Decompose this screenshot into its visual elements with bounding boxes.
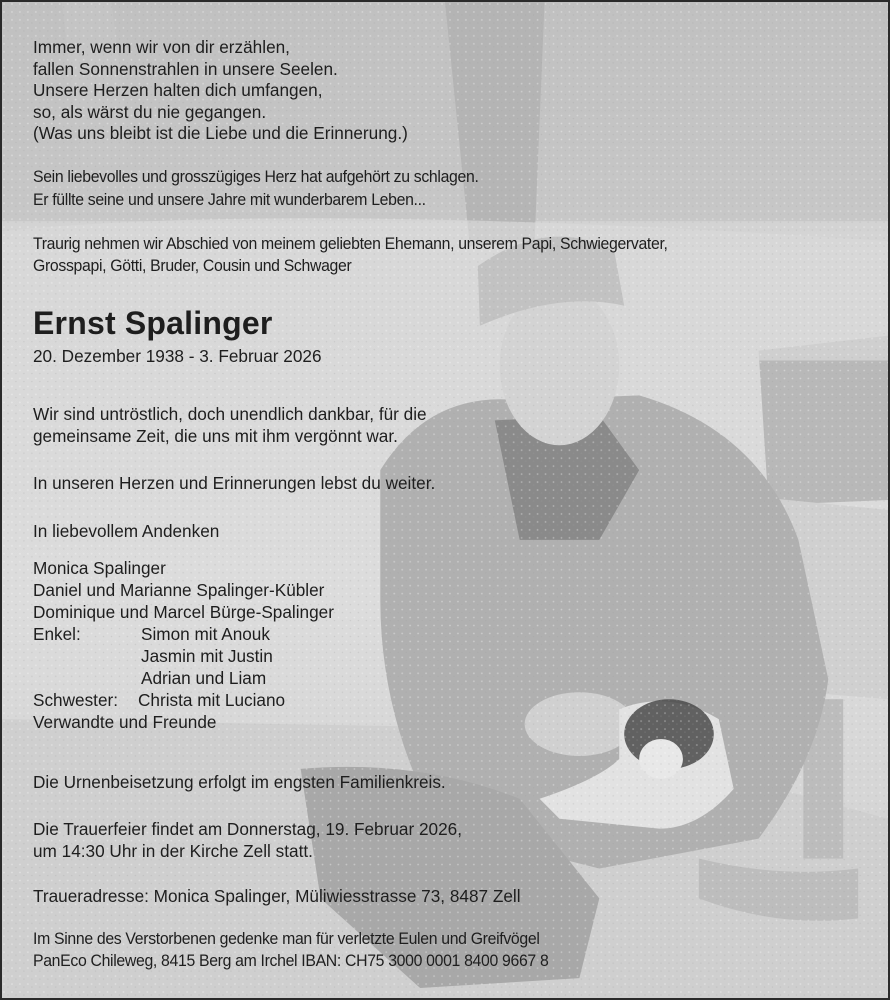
- mourner-family: Daniel und Marianne Spalinger-Kübler: [33, 580, 325, 600]
- sister-label: Schwester:: [33, 690, 119, 710]
- grandchild: Simon mit Anouk: [141, 624, 270, 644]
- donation-line: Im Sinne des Verstorbenen gedenke man für verletzte Eulen und Greifvögel: [33, 929, 540, 948]
- gratitude-line: Wir sind untröstlich, doch unendlich dankbar, für die: [33, 404, 427, 424]
- sister: Christa mit Luciano: [138, 690, 286, 710]
- mourner-family: Monica Spalinger: [33, 558, 166, 578]
- grandchildren-row: [33, 645, 273, 667]
- life-dates: 20. Dezember 1938 - 3. Februar 2026: [33, 346, 322, 366]
- mourning-address: Traueradresse: Monica Spalinger, Müliwiesstrasse 73, 8487 Zell: [33, 886, 521, 906]
- donation-line: PanEco Chileweg, 8415 Berg am Irchel IBAN: CH75 3000 0001 8400 9667 8: [33, 951, 549, 970]
- remembrance-line: In liebevollem Andenken: [33, 521, 220, 541]
- farewell-line: Traurig nehmen wir Abschied von meinem geliebten Ehemann, unserem Papi, Schwiegervater,: [33, 234, 668, 253]
- ceremony-line: Die Trauerfeier findet am Donnerstag, 19. Februar 2026,: [33, 819, 462, 839]
- poem-line: Immer, wenn wir von dir erzählen,: [33, 37, 290, 57]
- grandchild: Jasmin mit Justin: [141, 646, 273, 666]
- deceased-name: Ernst Spalinger: [33, 305, 273, 341]
- farewell-line: Grosspapi, Götti, Bruder, Cousin und Schwager: [33, 256, 352, 275]
- grandchild: Adrian und Liam: [141, 668, 267, 688]
- mourner-others: Verwandte und Freunde: [33, 712, 217, 732]
- poem-line: so, als wärst du nie gegangen.: [33, 102, 267, 122]
- mourner-family: Dominique und Marcel Bürge-Spalinger: [33, 602, 334, 622]
- poem-line: Unsere Herzen halten dich umfangen,: [33, 80, 323, 100]
- poem-line: (Was uns bleibt ist die Liebe und die Erinnerung.): [33, 123, 408, 143]
- memory-line: In unseren Herzen und Erinnerungen lebst du weiter.: [33, 473, 436, 493]
- poem-line: fallen Sonnenstrahlen in unsere Seelen.: [33, 59, 338, 79]
- intro-line: Er füllte seine und unsere Jahre mit wunderbarem Leben...: [33, 190, 426, 209]
- grandchildren-row: [33, 623, 270, 645]
- grandchildren-label: Enkel:: [33, 624, 81, 644]
- intro-line: Sein liebevolles und grosszügiges Herz hat aufgehört zu schlagen.: [33, 167, 479, 186]
- gratitude-line: gemeinsame Zeit, die uns mit ihm vergönnt war.: [33, 426, 398, 446]
- sister-row: [33, 689, 285, 711]
- ceremony-line: um 14:30 Uhr in der Kirche Zell statt.: [33, 841, 313, 861]
- grandchildren-row: [33, 667, 266, 689]
- burial-info: Die Urnenbeisetzung erfolgt im engsten Familienkreis.: [33, 772, 446, 792]
